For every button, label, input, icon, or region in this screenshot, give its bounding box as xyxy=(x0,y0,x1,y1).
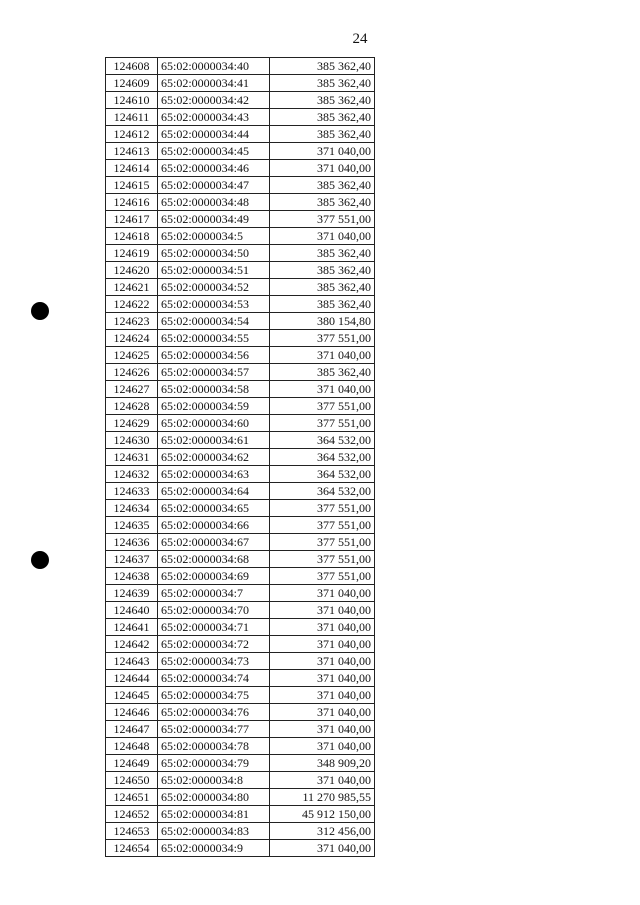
cadastral-number-cell: 65:02:0000034:60 xyxy=(158,415,270,432)
table-row xyxy=(106,636,375,653)
cadastral-number-cell: 65:02:0000034:59 xyxy=(158,398,270,415)
table-row xyxy=(106,364,375,381)
table-row xyxy=(106,432,375,449)
row-number-cell: 124619 xyxy=(106,245,158,262)
table-row xyxy=(106,109,375,126)
cadastral-number-cell: 65:02:0000034:74 xyxy=(158,670,270,687)
table-row xyxy=(106,245,375,262)
row-number-cell: 124653 xyxy=(106,823,158,840)
cadastral-value-cell: 371 040,00 xyxy=(270,738,375,755)
table-row xyxy=(106,347,375,364)
cadastral-value-cell: 45 912 150,00 xyxy=(270,806,375,823)
row-number-cell: 124636 xyxy=(106,534,158,551)
cadastral-number-cell: 65:02:0000034:72 xyxy=(158,636,270,653)
cadastral-value-cell: 371 040,00 xyxy=(270,721,375,738)
row-number-cell: 124649 xyxy=(106,755,158,772)
cadastral-value-table xyxy=(105,57,375,857)
cadastral-number-cell: 65:02:0000034:80 xyxy=(158,789,270,806)
cadastral-value-cell: 385 362,40 xyxy=(270,194,375,211)
punch-hole-mark xyxy=(31,302,49,320)
table-row xyxy=(106,466,375,483)
row-number-cell: 124652 xyxy=(106,806,158,823)
row-number-cell: 124629 xyxy=(106,415,158,432)
cadastral-value-cell: 385 362,40 xyxy=(270,126,375,143)
cadastral-value-cell: 377 551,00 xyxy=(270,517,375,534)
table-row xyxy=(106,687,375,704)
cadastral-value-cell: 371 040,00 xyxy=(270,687,375,704)
cadastral-value-cell: 348 909,20 xyxy=(270,755,375,772)
table-row xyxy=(106,313,375,330)
cadastral-number-cell: 65:02:0000034:67 xyxy=(158,534,270,551)
cadastral-value-cell: 371 040,00 xyxy=(270,636,375,653)
row-number-cell: 124633 xyxy=(106,483,158,500)
cadastral-number-cell: 65:02:0000034:70 xyxy=(158,602,270,619)
cadastral-value-cell: 385 362,40 xyxy=(270,75,375,92)
table-row xyxy=(106,381,375,398)
table-row xyxy=(106,194,375,211)
cadastral-value-cell: 377 551,00 xyxy=(270,330,375,347)
row-number-cell: 124635 xyxy=(106,517,158,534)
row-number-cell: 124620 xyxy=(106,262,158,279)
cadastral-value-cell: 364 532,00 xyxy=(270,432,375,449)
table-row xyxy=(106,670,375,687)
row-number-cell: 124630 xyxy=(106,432,158,449)
cadastral-number-cell: 65:02:0000034:75 xyxy=(158,687,270,704)
cadastral-value-cell: 377 551,00 xyxy=(270,500,375,517)
cadastral-number-cell: 65:02:0000034:5 xyxy=(158,228,270,245)
cadastral-number-cell: 65:02:0000034:64 xyxy=(158,483,270,500)
table-row xyxy=(106,211,375,228)
page-number: 24 xyxy=(352,31,368,47)
cadastral-number-cell: 65:02:0000034:42 xyxy=(158,92,270,109)
table-row xyxy=(106,228,375,245)
cadastral-value-cell: 371 040,00 xyxy=(270,602,375,619)
row-number-cell: 124640 xyxy=(106,602,158,619)
cadastral-number-cell: 65:02:0000034:53 xyxy=(158,296,270,313)
row-number-cell: 124617 xyxy=(106,211,158,228)
row-number-cell: 124647 xyxy=(106,721,158,738)
table-row xyxy=(106,177,375,194)
cadastral-value-cell: 385 362,40 xyxy=(270,296,375,313)
cadastral-number-cell: 65:02:0000034:9 xyxy=(158,840,270,857)
row-number-cell: 124631 xyxy=(106,449,158,466)
cadastral-value-cell: 371 040,00 xyxy=(270,619,375,636)
cadastral-value-cell: 377 551,00 xyxy=(270,534,375,551)
cadastral-value-cell: 371 040,00 xyxy=(270,585,375,602)
cadastral-number-cell: 65:02:0000034:63 xyxy=(158,466,270,483)
cadastral-value-cell: 385 362,40 xyxy=(270,58,375,75)
row-number-cell: 124627 xyxy=(106,381,158,398)
punch-hole-mark xyxy=(31,551,49,569)
table-body xyxy=(106,58,375,857)
cadastral-number-cell: 65:02:0000034:83 xyxy=(158,823,270,840)
table-row xyxy=(106,160,375,177)
cadastral-number-cell: 65:02:0000034:66 xyxy=(158,517,270,534)
cadastral-value-cell: 364 532,00 xyxy=(270,449,375,466)
cadastral-number-cell: 65:02:0000034:73 xyxy=(158,653,270,670)
cadastral-number-cell: 65:02:0000034:69 xyxy=(158,568,270,585)
row-number-cell: 124613 xyxy=(106,143,158,160)
table-row xyxy=(106,58,375,75)
row-number-cell: 124626 xyxy=(106,364,158,381)
cadastral-number-cell: 65:02:0000034:7 xyxy=(158,585,270,602)
cadastral-value-cell: 385 362,40 xyxy=(270,279,375,296)
row-number-cell: 124624 xyxy=(106,330,158,347)
cadastral-number-cell: 65:02:0000034:79 xyxy=(158,755,270,772)
cadastral-value-cell: 377 551,00 xyxy=(270,568,375,585)
cadastral-number-cell: 65:02:0000034:54 xyxy=(158,313,270,330)
cadastral-number-cell: 65:02:0000034:81 xyxy=(158,806,270,823)
row-number-cell: 124614 xyxy=(106,160,158,177)
cadastral-value-cell: 377 551,00 xyxy=(270,415,375,432)
row-number-cell: 124650 xyxy=(106,772,158,789)
row-number-cell: 124610 xyxy=(106,92,158,109)
table-row xyxy=(106,279,375,296)
row-number-cell: 124611 xyxy=(106,109,158,126)
table-row xyxy=(106,755,375,772)
cadastral-number-cell: 65:02:0000034:45 xyxy=(158,143,270,160)
table-row xyxy=(106,75,375,92)
cadastral-number-cell: 65:02:0000034:51 xyxy=(158,262,270,279)
table-row xyxy=(106,789,375,806)
row-number-cell: 124612 xyxy=(106,126,158,143)
table-row xyxy=(106,840,375,857)
cadastral-number-cell: 65:02:0000034:78 xyxy=(158,738,270,755)
cadastral-value-cell: 385 362,40 xyxy=(270,109,375,126)
row-number-cell: 124615 xyxy=(106,177,158,194)
cadastral-value-cell: 371 040,00 xyxy=(270,228,375,245)
table-row xyxy=(106,262,375,279)
row-number-cell: 124637 xyxy=(106,551,158,568)
cadastral-value-cell: 11 270 985,55 xyxy=(270,789,375,806)
cadastral-number-cell: 65:02:0000034:44 xyxy=(158,126,270,143)
table-row xyxy=(106,534,375,551)
row-number-cell: 124638 xyxy=(106,568,158,585)
cadastral-value-cell: 377 551,00 xyxy=(270,398,375,415)
cadastral-value-cell: 371 040,00 xyxy=(270,381,375,398)
table-row xyxy=(106,398,375,415)
cadastral-value-cell: 371 040,00 xyxy=(270,160,375,177)
row-number-cell: 124651 xyxy=(106,789,158,806)
cadastral-value-cell: 377 551,00 xyxy=(270,551,375,568)
cadastral-value-cell: 371 040,00 xyxy=(270,840,375,857)
row-number-cell: 124623 xyxy=(106,313,158,330)
table-row xyxy=(106,449,375,466)
table-row xyxy=(106,415,375,432)
cadastral-number-cell: 65:02:0000034:49 xyxy=(158,211,270,228)
cadastral-value-cell: 364 532,00 xyxy=(270,483,375,500)
cadastral-value-cell: 371 040,00 xyxy=(270,653,375,670)
cadastral-value-cell: 371 040,00 xyxy=(270,143,375,160)
cadastral-value-cell: 371 040,00 xyxy=(270,670,375,687)
table-row xyxy=(106,330,375,347)
table-row xyxy=(106,585,375,602)
cadastral-value-cell: 364 532,00 xyxy=(270,466,375,483)
table-row xyxy=(106,619,375,636)
table-row xyxy=(106,806,375,823)
row-number-cell: 124625 xyxy=(106,347,158,364)
cadastral-number-cell: 65:02:0000034:52 xyxy=(158,279,270,296)
table-row xyxy=(106,483,375,500)
cadastral-number-cell: 65:02:0000034:57 xyxy=(158,364,270,381)
cadastral-number-cell: 65:02:0000034:50 xyxy=(158,245,270,262)
cadastral-number-cell: 65:02:0000034:62 xyxy=(158,449,270,466)
table-row xyxy=(106,500,375,517)
table-row xyxy=(106,517,375,534)
cadastral-number-cell: 65:02:0000034:40 xyxy=(158,58,270,75)
cadastral-value-cell: 385 362,40 xyxy=(270,177,375,194)
row-number-cell: 124646 xyxy=(106,704,158,721)
row-number-cell: 124616 xyxy=(106,194,158,211)
row-number-cell: 124645 xyxy=(106,687,158,704)
row-number-cell: 124608 xyxy=(106,58,158,75)
row-number-cell: 124654 xyxy=(106,840,158,857)
table-row xyxy=(106,653,375,670)
row-number-cell: 124642 xyxy=(106,636,158,653)
table-row xyxy=(106,823,375,840)
row-number-cell: 124609 xyxy=(106,75,158,92)
table-row xyxy=(106,772,375,789)
table-row xyxy=(106,551,375,568)
cadastral-number-cell: 65:02:0000034:41 xyxy=(158,75,270,92)
cadastral-value-cell: 385 362,40 xyxy=(270,262,375,279)
cadastral-number-cell: 65:02:0000034:76 xyxy=(158,704,270,721)
cadastral-number-cell: 65:02:0000034:47 xyxy=(158,177,270,194)
row-number-cell: 124632 xyxy=(106,466,158,483)
row-number-cell: 124622 xyxy=(106,296,158,313)
cadastral-number-cell: 65:02:0000034:77 xyxy=(158,721,270,738)
table-row xyxy=(106,568,375,585)
table-row xyxy=(106,704,375,721)
cadastral-number-cell: 65:02:0000034:61 xyxy=(158,432,270,449)
cadastral-number-cell: 65:02:0000034:68 xyxy=(158,551,270,568)
cadastral-number-cell: 65:02:0000034:46 xyxy=(158,160,270,177)
row-number-cell: 124648 xyxy=(106,738,158,755)
table-row xyxy=(106,738,375,755)
cadastral-value-cell: 385 362,40 xyxy=(270,92,375,109)
cadastral-number-cell: 65:02:0000034:71 xyxy=(158,619,270,636)
cadastral-value-cell: 385 362,40 xyxy=(270,245,375,262)
cadastral-value-cell: 385 362,40 xyxy=(270,364,375,381)
table-row xyxy=(106,296,375,313)
table-row xyxy=(106,602,375,619)
table-row xyxy=(106,126,375,143)
row-number-cell: 124628 xyxy=(106,398,158,415)
row-number-cell: 124641 xyxy=(106,619,158,636)
cadastral-number-cell: 65:02:0000034:55 xyxy=(158,330,270,347)
row-number-cell: 124644 xyxy=(106,670,158,687)
cadastral-value-cell: 371 040,00 xyxy=(270,704,375,721)
row-number-cell: 124643 xyxy=(106,653,158,670)
cadastral-number-cell: 65:02:0000034:43 xyxy=(158,109,270,126)
row-number-cell: 124639 xyxy=(106,585,158,602)
cadastral-number-cell: 65:02:0000034:58 xyxy=(158,381,270,398)
table-row xyxy=(106,143,375,160)
cadastral-value-cell: 377 551,00 xyxy=(270,211,375,228)
cadastral-number-cell: 65:02:0000034:65 xyxy=(158,500,270,517)
cadastral-value-cell: 312 456,00 xyxy=(270,823,375,840)
cadastral-number-cell: 65:02:0000034:8 xyxy=(158,772,270,789)
table-row xyxy=(106,92,375,109)
row-number-cell: 124621 xyxy=(106,279,158,296)
cadastral-value-cell: 371 040,00 xyxy=(270,347,375,364)
row-number-cell: 124634 xyxy=(106,500,158,517)
row-number-cell: 124618 xyxy=(106,228,158,245)
table-row xyxy=(106,721,375,738)
cadastral-number-cell: 65:02:0000034:56 xyxy=(158,347,270,364)
cadastral-value-cell: 371 040,00 xyxy=(270,772,375,789)
cadastral-number-cell: 65:02:0000034:48 xyxy=(158,194,270,211)
cadastral-value-cell: 380 154,80 xyxy=(270,313,375,330)
